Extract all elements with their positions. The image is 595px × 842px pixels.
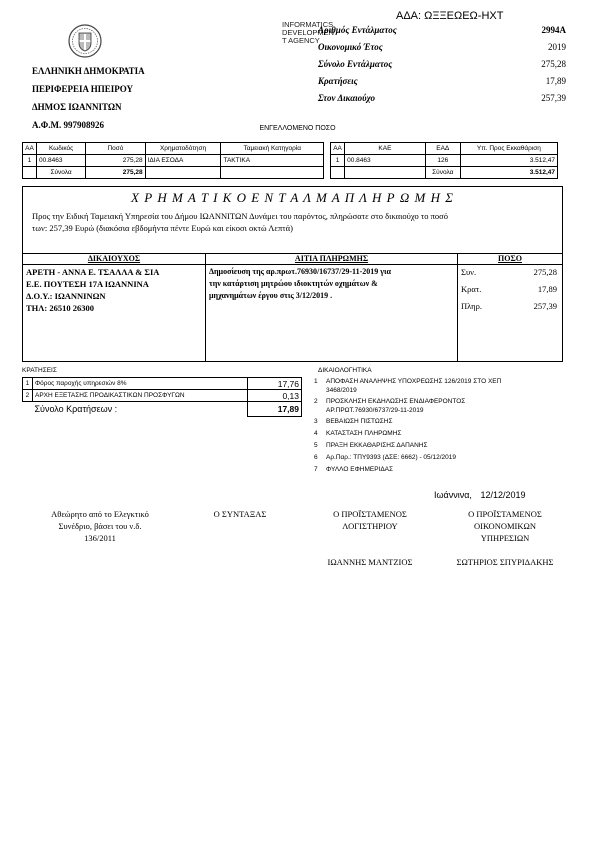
document-item [314,430,501,439]
amount-label: Πληρ. [461,301,482,311]
overlay-line-3: T AGENCY [282,36,320,45]
col-header: Κωδικός [37,143,86,155]
item-line: ΑΠΟΦΑΣΗ ΑΝΑΛΗΨΗΣ ΥΠΟΧΡΕΩΣΗΣ 126/2019 ΣΤΟ ΧΕΠ [326,378,502,385]
summary-block [318,25,566,110]
accounting-supervisor-signature [305,508,435,532]
summary-row-deductions [318,76,566,93]
date-line [434,490,526,500]
deduction-row [23,390,302,402]
summary-value: 275,28 [541,59,566,69]
item-line: ΦΥΛΛΟ ΕΦΗΜΕΡΙΔΑΣ [326,466,394,473]
cell: 17,76 [248,378,302,390]
item-number: 1 [314,378,318,385]
summary-label: Οικονομικό Έτος [318,42,383,52]
cell: 2 [23,390,33,402]
amount-label: Συν. [461,267,477,277]
payment-order-title: Χ Ρ Η Μ Α Τ Ι Κ Ο Ε Ν Τ Α Λ Μ Α Π Λ Η Ρ Ω Μ Η Σ [131,190,454,205]
amount-details [461,267,557,318]
reason-header: ΑΙΤΙΑ ΠΛΗΡΩΜΗΣ [294,254,369,263]
summary-value: 2019 [548,42,566,52]
deductions-table [22,377,302,417]
document-item [314,466,501,475]
kae-row [331,155,558,167]
payment-order-text-2: των: 257,39 Ευρώ (διακόσια εβδομήντα πέντε Ευρώ και είκοσι οκτώ Λεπτά) [32,223,293,233]
audit-note [30,508,170,544]
date-value: 12/12/2019 [480,490,526,500]
supervisor-name: ΙΩΑΝΝΗΣ ΜΑΝΤΖΙΟΣ [327,557,413,567]
amount-value: 17,89 [537,284,557,294]
divider [205,254,206,362]
cell: 126 [425,155,460,167]
summary-label: Κρατήσεις [318,76,358,86]
amount-row-deductions [461,284,557,301]
cell: 275,28 [86,155,145,167]
greek-emblem-icon [67,23,103,59]
item-line: ΑΡ.ΠΡΩΤ.76930/6737/29-11-2019 [326,406,424,414]
cell: 3.512,47 [460,155,557,167]
total-label: Σύνολο Κρατήσεων : [34,404,118,414]
document-item [314,454,501,463]
document-item [314,418,501,427]
signature-title: ΛΟΓΙΣΤΗΡΙΟΥ [342,521,398,531]
col-header: ΑΑ [331,143,345,155]
finance-supervisor-signature [440,508,570,544]
cell: 00.8463 [37,155,86,167]
signature-title: ΟΙΚΟΝΟΜΙΚΩΝ [474,521,536,531]
cell [145,167,221,179]
amount-label: Κρατ. [461,284,482,294]
item-line: ΚΑΤΑΣΤΑΣΗ ΠΛΗΡΩΜΗΣ [326,430,402,437]
summary-value: 17,89 [545,76,566,86]
total-value: 17,89 [248,402,302,417]
funding-header-row [23,143,324,155]
afm-label: Α.Φ.Μ. [32,120,62,130]
total-label: Σύνολα [37,167,86,179]
cell [345,167,426,179]
cell [23,167,37,179]
funding-row [23,155,324,167]
signature-title: ΥΠΗΡΕΣΙΩΝ [480,533,530,543]
cell: 0,13 [248,390,302,402]
payment-details [23,253,562,363]
payment-order-box [22,186,563,362]
deduction-row [23,378,302,390]
item-number: 2 [314,398,318,405]
summary-value: 257,39 [541,93,566,103]
cell [221,167,324,179]
summary-label: Σύνολο Εντάλματος [318,59,393,69]
summary-row-number [318,25,566,42]
summary-row-year [318,42,566,59]
total-value: 3.512,47 [460,167,557,179]
engelmeno-title: ΕΝΓΕΛΛΟΜΕΝΟ ΠΟΣΟ [259,125,336,132]
signature-title: Ο ΣΥΝΤΑΞΑΣ [213,509,267,519]
total-label: Σύνολα [425,167,460,179]
cell: ΤΑΚΤΙΚΑ [221,155,324,167]
summary-value: 2994Α [541,25,566,35]
col-header: Ταμειακή Κατηγορία [221,143,324,155]
signature-title: Ο ΠΡΟΪΣΤΑΜΕΝΟΣ [333,509,407,519]
compiler-signature [190,508,290,520]
amount-value: 275,28 [533,267,557,277]
beneficiary-line: ΑΡΕΤΗ - ΑΝΝΑ Ε. ΤΣΑΛΛΑ & ΣΙΑ [26,267,160,277]
reason-line: μηχανημάτων έργου στις 3/12/2019 . [209,291,333,300]
col-header: ΑΑ [23,143,37,155]
overlay-line-2: DEVELOPMEN [282,28,335,37]
payment-order-text-1: Προς την Ειδική Ταμειακή Υπηρεσία του Δήμου ΙΩΑΝΝΙΤΩΝ Δυνάμει του παρόντος, πληρώσατε στο δικαιούχο το ποσό [32,211,448,221]
reason-details [209,266,391,302]
org-line-1: ΕΛΛΗΝΙΚΗ ΔΗΜΟΚΡΑΤΙΑ [32,66,145,76]
issuer-block [32,62,145,134]
audit-line: 136/2011 [84,533,116,543]
col-header: ΕΑΔ [425,143,460,155]
cell [23,402,33,417]
audit-line: Αθεώρητο από το Ελεγκτικό [51,509,149,519]
funding-table [22,142,324,179]
kae-header-row [331,143,558,155]
amount-header: ΠΟΣΟ [498,254,522,263]
item-line: Αρ.Παρ.: ΤΠΥ9393 (ΔΣΕ: 6662) - 05/12/2019 [326,454,456,461]
item-line: ΠΡΟΣΚΛΗΣΗ ΕΚΔΗΛΩΣΗΣ ΕΝΔΙΑΦΕΡΟΝΤΟΣ [326,398,466,405]
summary-label: Στον Δικαιούχο [318,93,375,103]
cell: 1 [23,155,37,167]
reason-line: Δημοσίευση της αρ.πρωτ.76930/16737/29-11-2019 για [209,267,391,276]
amount-row-total [461,267,557,284]
reason-line: την κατάρτιση μητρώου ιδιοκτητών οχημάτων & [209,279,378,288]
afm-line [32,116,145,134]
cell: 00.8463 [345,155,426,167]
beneficiary-line: Ε.Ε. ΠΟΥΤΕΣΗ 17Α ΙΩΑΝΝΙΝΑ [26,279,149,289]
item-number: 5 [314,442,318,449]
document-item [314,398,501,415]
col-header: Υπ. Προς Εκκαθάριση [460,143,557,155]
divider [457,254,458,362]
beneficiary-details [26,266,159,314]
finance-supervisor-name: ΣΩΤΗΡΙΟΣ ΣΠΥΡΙΔΑΚΗΣ [456,557,554,567]
audit-line: Συνέδριο, βάσει του ν.δ. [58,521,142,531]
item-number: 3 [314,418,318,425]
col-header: ΚΑΕ [345,143,426,155]
beneficiary-line: Δ.Ο.Υ.: ΙΩΑΝΝΙΝΩΝ [26,291,106,301]
afm-value: 997908926 [63,120,104,130]
document-item [314,378,501,395]
date-place: Ιωάννινα, [434,490,472,500]
item-number: 7 [314,466,318,473]
kae-total-row [331,167,558,179]
cell: ΙΔΙΑ ΕΣΟΔΑ [145,155,221,167]
documents-title: ΔΙΚΑΙΟΛΟΓΗΤΙΚΑ [318,367,372,374]
cell: 1 [23,378,33,390]
document-item [314,442,501,451]
kae-table [330,142,558,179]
item-line: ΠΡΑΞΗ ΕΚΚΑΘΑΡΙΣΗΣ ΔΑΠΑΝΗΣ [326,442,428,449]
amount-value: 257,39 [533,301,557,311]
summary-row-beneficiary [318,93,566,110]
ada-code: ΑΔΑ: ΩΞΞΕΩΕΩ-ΗΧΤ [396,10,504,22]
signature-title: Ο ΠΡΟΪΣΤΑΜΕΝΟΣ [468,509,542,519]
documents-list [314,378,501,475]
item-number: 4 [314,430,318,437]
funding-total-row [23,167,324,179]
col-header: Ποσό [86,143,145,155]
item-number: 6 [314,454,318,461]
org-line-3: ΔΗΜΟΣ ΙΩΑΝΝΙΤΩΝ [32,102,122,112]
total-value: 275,28 [86,167,145,179]
deduction-total-row [23,402,302,417]
deductions-title: ΚΡΑΤΗΣΕΙΣ [22,367,57,374]
summary-row-total [318,59,566,76]
item-line: ΒΕΒΑΙΩΣΗ ΠΙΣΤΩΣΗΣ [326,418,393,425]
cell [331,167,345,179]
org-line-2: ΠΕΡΙΦΕΡΕΙΑ ΗΠΕΙΡΟΥ [32,84,133,94]
beneficiary-header: ΔΙΚΑΙΟΥΧΟΣ [87,254,141,263]
cell: 1 [331,155,345,167]
beneficiary-line: ΤΗΛ: 26510 26300 [26,303,94,313]
cell: Φόρος παροχής υπηρεσιών 8% [32,378,247,390]
overlay-line-1: INFORMATICS [282,20,334,29]
amount-row-paid [461,301,557,318]
summary-label: Αριθμός Εντάλματος [318,25,397,35]
col-header: Χρηματοδότηση [145,143,221,155]
cell: ΑΡΧΗ ΕΞΕΤΑΣΗΣ ΠΡΟΔΙΚΑΣΤΙΚΩΝ ΠΡΟΣΦΥΓΩΝ [32,390,247,402]
item-line: 3468/2019 [326,386,357,394]
divider [23,264,562,265]
